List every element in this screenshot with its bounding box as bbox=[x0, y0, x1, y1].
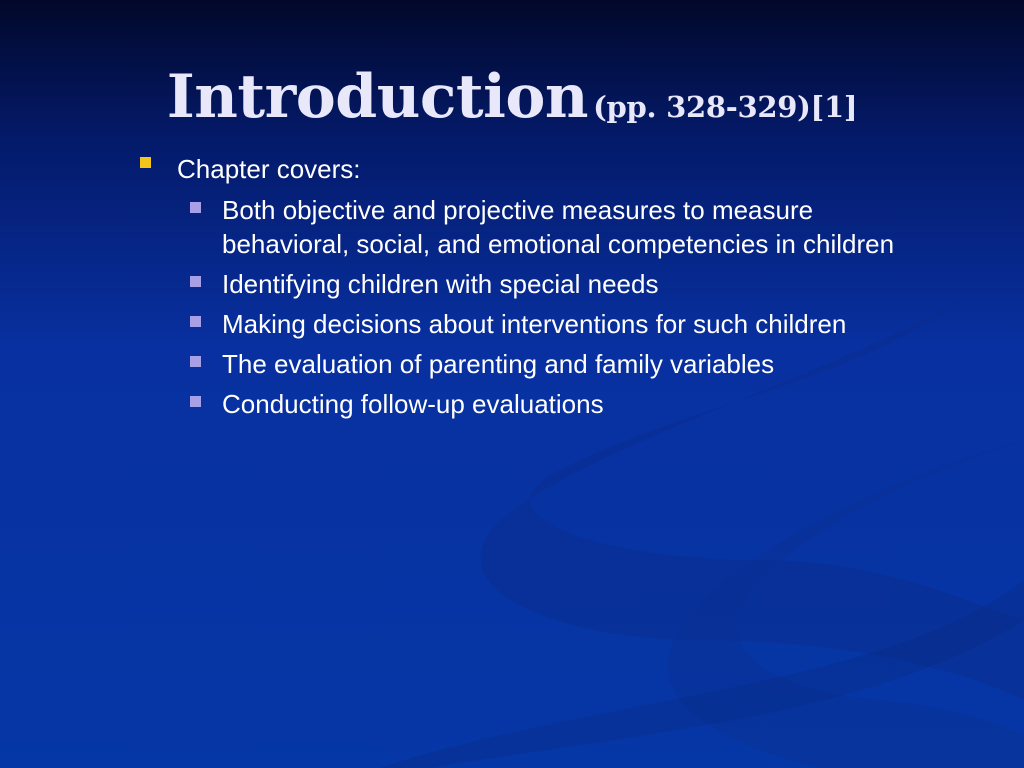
list-item bbox=[0, 267, 902, 301]
square-bullet-icon bbox=[190, 356, 201, 367]
list-item-text: Conducting follow-up evaluations bbox=[222, 389, 604, 419]
list-item-text: Identifying children with special needs bbox=[222, 269, 659, 299]
square-bullet-icon bbox=[190, 396, 201, 407]
list-item bbox=[0, 193, 902, 261]
sub-bullet-list bbox=[0, 193, 1024, 427]
square-bullet-icon bbox=[190, 316, 201, 327]
square-bullet-icon bbox=[140, 157, 151, 168]
title-page-reference: (pp. 328-329)[1] bbox=[593, 90, 858, 124]
bullet-level1: Chapter covers: bbox=[177, 154, 361, 184]
list-item bbox=[0, 387, 902, 421]
square-bullet-icon bbox=[190, 276, 201, 287]
list-item-text: Making decisions about interventions for such children bbox=[222, 309, 847, 339]
list-item-text: Both objective and projective measures to measure behavioral, social, and emotional competencies in children bbox=[222, 195, 895, 259]
list-item bbox=[0, 307, 902, 341]
list-item bbox=[0, 347, 902, 381]
list-item-text: The evaluation of parenting and family variables bbox=[222, 349, 775, 379]
title-main: Introduction bbox=[166, 62, 589, 132]
square-bullet-icon bbox=[190, 202, 201, 213]
